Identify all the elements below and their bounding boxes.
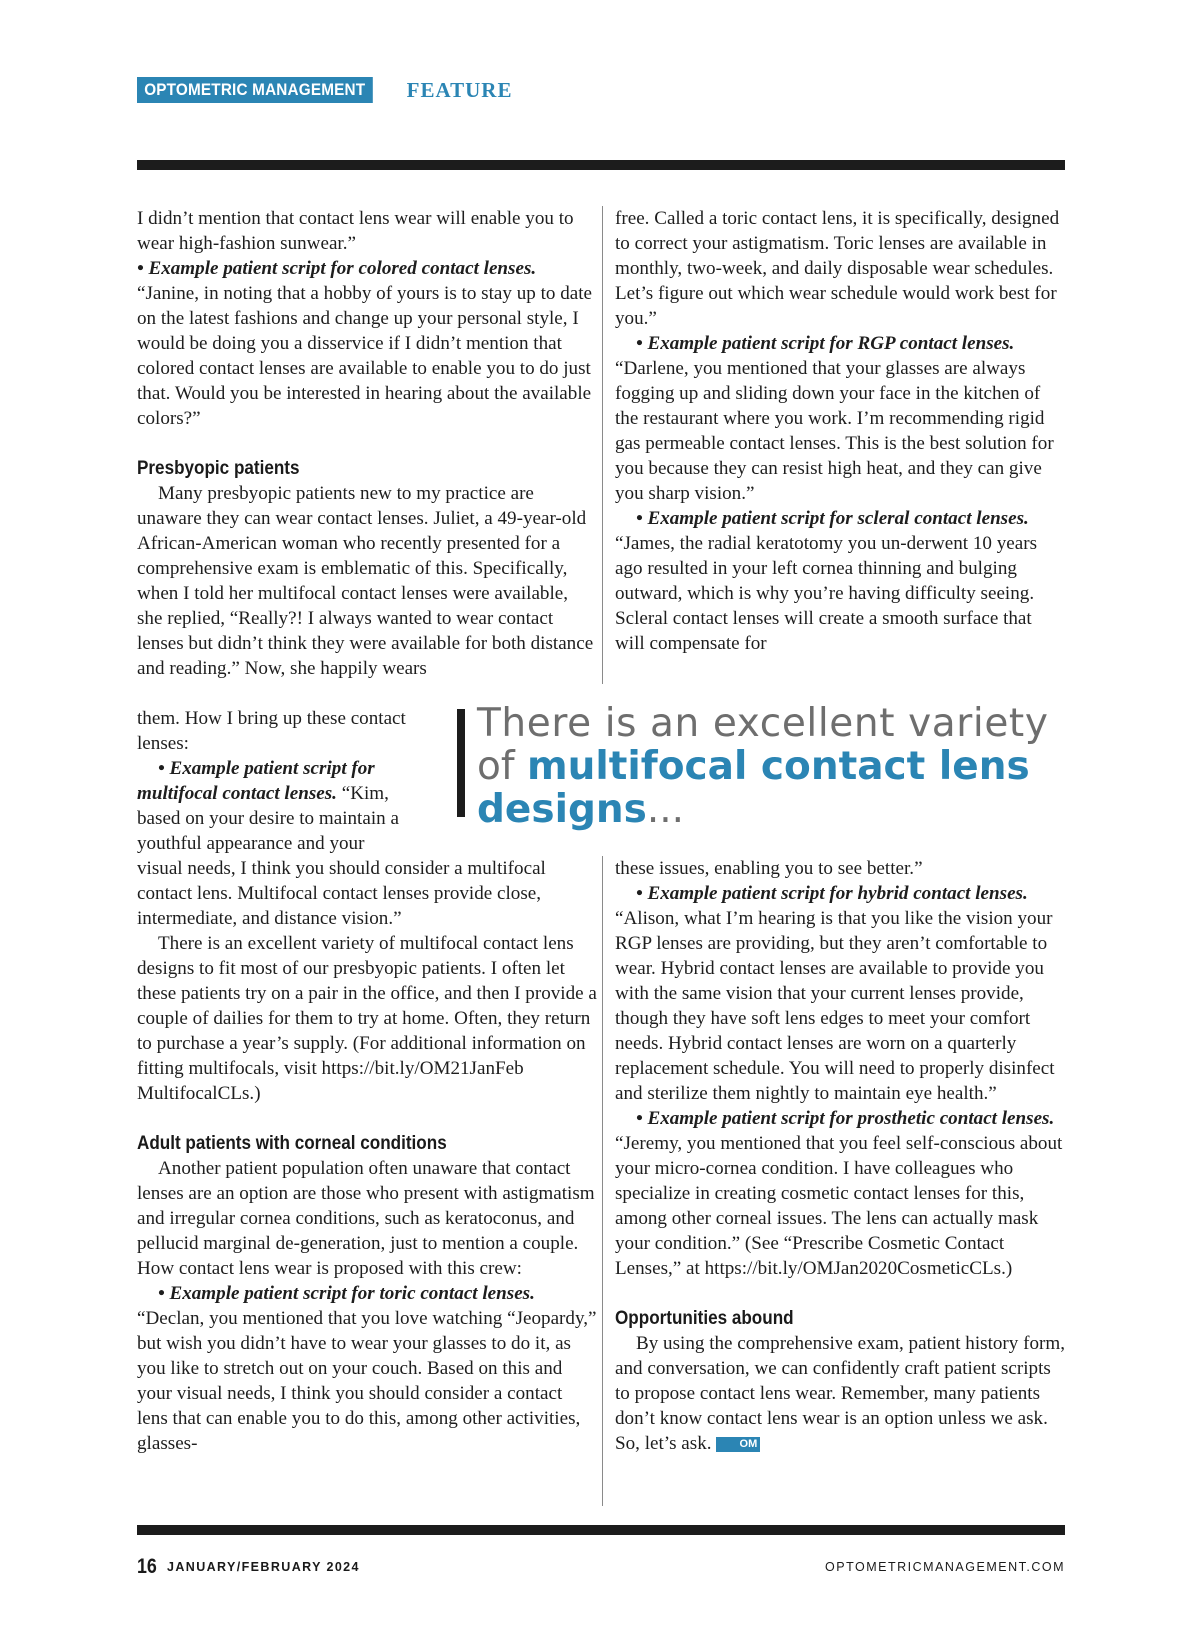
om-end-badge: OM — [716, 1437, 761, 1452]
left-column-narrow — [137, 706, 427, 856]
script-text: “Kim, based on your desire to maintain a youthful appearance and your — [137, 783, 399, 854]
publication-brand: OPTOMETRIC MANAGEMENT — [137, 77, 373, 103]
script-text: “Jeremy, you mentioned that you feel self-conscious about your micro-cornea condition. I have colleagues who specialize in creating cosmetic contact lenses for this, among other corneal issues. The lens can actually mask your condition.” (See “Prescribe Cosmetic Contact Lenses,” at https://bit.ly/OMJan2020CosmeticCLs.) — [615, 1133, 1063, 1279]
paragraph: visual needs, I think you should consider a multifocal contact lens. Multifocal contact lenses provide close, intermediate, and distance vision.” — [137, 858, 546, 929]
script-label: Example patient script for multifocal contact lenses. — [137, 758, 375, 804]
script-text: “James, the radial keratotomy you un-derwent 10 years ago resulted in your left cornea thinning and bulging outward, which is why you’re having difficulty seeing. Scleral contact lenses will create a smooth surface that will compensate for — [615, 533, 1038, 654]
top-rule — [137, 160, 1065, 170]
column-divider — [602, 206, 603, 684]
script-label: Example patient script for scleral contact lenses. — [647, 508, 1029, 529]
paragraph — [615, 1331, 1065, 1456]
paragraph: I didn’t mention that contact lens wear will enable you to wear high-fashion sunwear.” — [137, 208, 574, 254]
paragraph: There is an excellent variety of multifocal contact lens designs to fit most of our presbyopic patients. I often let these patients try on a pair in the office, and then I provide a couple of dailies for them to try at home. Often, they return to purchase a year’s supply. (For additional information on fitting multifocals, visit https://bit.ly/OM21JanFeb MultifocalCLs.) — [137, 933, 597, 1104]
script-prosthetic: • Example patient script for prosthetic contact lenses. “Jeremy, you mentioned that you feel self-conscious about your micro-cornea condition. I have colleagues who specialize in creating cosmetic contact lenses for this, among other corneal issues. The lens can actually mask your condition.” (See “Prescribe Cosmetic Contact Lenses,” at https://bit.ly/OMJan2020CosmeticCLs.) — [615, 1108, 1063, 1279]
paragraph: free. Called a toric contact lens, it is specifically, designed to correct your astigmatism. Toric lenses are available in monthly, two-week, and daily disposable wear schedules. Let’s figure out which wear schedule would work best for you.” — [615, 208, 1060, 329]
script-colored: • Example patient script for colored contact lenses. “Janine, in noting that a hobby of yours is to stay up to date on the latest fashions and change up your personal style, I would be doing you a disservice if I didn’t mention that colored contact lenses are available to enable you to do just that. Would you be interested in hearing about the available colors?” — [137, 258, 592, 429]
right-column-top — [615, 206, 1065, 656]
script-multifocal: • Example patient script for multifocal contact lenses. “Kim, based on your desire to maintain a youthful appearance and your — [137, 758, 399, 854]
paragraph: them. How I bring up these contact lenses: — [137, 708, 406, 754]
subhead-opportunities: Opportunities abound — [615, 1308, 794, 1329]
pullquote — [477, 702, 1077, 831]
paragraph: Another patient population often unaware that contact lenses are an option are those who present with astigmatism and irregular cornea conditions, such as keratoconus, and pellucid marginal de-generation, just to mention a couple. How contact lens wear is proposed with this crew: — [137, 1158, 595, 1279]
script-label: Example patient script for toric contact lenses. — [169, 1283, 535, 1304]
script-text: “Darlene, you mentioned that your glasses are always fogging up and sliding down your face in the kitchen of the restaurant where you work. I’m recommending rigid gas permeable contact lenses. This is the best solution for you because they can resist high heat, and they can give you sharp vision.” — [615, 358, 1054, 504]
script-hybrid: • Example patient script for hybrid contact lenses. “Alison, what I’m hearing is that you like the vision your RGP lenses are providing, but they aren’t comfortable to wear. Hybrid contact lenses are available to provide you with the same vision that your current lenses provide, though they have soft lens edges to meet your comfort needs. Hybrid contact lenses are worn on a quarterly replacement schedule. You will need to properly disinfect and sterilize them nightly to maintain eye health.” — [615, 883, 1055, 1104]
pullquote-line: There is an excellent variety — [477, 701, 1049, 746]
script-scleral: • Example patient script for scleral contact lenses. “James, the radial keratotomy you un-derwent 10 years ago resulted in your left cornea thinning and bulging outward, which is why you’re having difficulty seeing. Scleral contact lenses will create a smooth surface that will compensate for — [615, 508, 1038, 654]
closing-text: By using the comprehensive exam, patient history form, and conversation, we can confidently craft patient scripts to propose contact lens wear. Remember, many patients don’t know contact lens wear is an option unless we ask. So, let’s ask. — [615, 1333, 1065, 1454]
paragraph: Many presbyopic patients new to my practice are unaware they can wear contact lenses. Juliet, a 49-year-old African-American woman who recently presented for a comprehensive exam is emblematic of this. Specifically, when I told her multifocal contact lenses were available, she replied, “Really?! I always wanted to wear contact lenses but didn’t think they were available for both distance and reading.” Now, she happily wears — [137, 483, 594, 679]
script-label: Example patient script for colored contact lenses. — [148, 258, 537, 279]
script-text: “Declan, you mentioned that you love watching “Jeopardy,” but wish you didn’t have to wear your glasses to do it, as you like to stretch out on your couch. Based on this and your visual needs, I think you should consider a contact lens that can enable you to do this, among other activities, glasses- — [137, 1308, 597, 1454]
issue-date: JANUARY/FEBRUARY 2024 — [167, 1560, 360, 1574]
right-column-bottom — [615, 856, 1065, 1456]
script-text: “Janine, in noting that a hobby of yours is to stay up to date on the latest fashions and change up your personal style, I would be doing you a disservice if I didn’t mention that colored contact lenses are available to enable you to do just that. Would you be interested in hearing about the available colors?” — [137, 283, 592, 429]
script-label: Example patient script for hybrid contact lenses. — [647, 883, 1028, 904]
subhead-presbyopic: Presbyopic patients — [137, 458, 300, 479]
script-text: “Alison, what I’m hearing is that you like the vision your RGP lenses are providing, but they aren’t comfortable to wear. Hybrid contact lenses are available to provide you with the same vision that your current lenses provide, though they have soft lens edges to meet your comfort needs. Hybrid contact lenses are worn on a quarterly replacement schedule. You will need to properly disinfect and sterilize them nightly to maintain eye health.” — [615, 908, 1055, 1104]
column-divider — [602, 856, 603, 1506]
left-column-bottom — [137, 856, 597, 1456]
script-toric: • Example patient script for toric contact lenses. “Declan, you mentioned that you love watching “Jeopardy,” but wish you didn’t have to wear your glasses to do it, as you like to stretch out on your couch. Based on this and your visual needs, I think you should consider a contact lens that can enable you to do this, among other activities, glasses- — [137, 1283, 597, 1454]
left-column-top — [137, 206, 597, 681]
pullquote-highlight: designs — [477, 787, 647, 832]
script-label: Example patient script for prosthetic contact lenses. — [647, 1108, 1055, 1129]
paragraph: these issues, enabling you to see better.” — [615, 858, 923, 879]
bottom-rule — [137, 1525, 1065, 1535]
website: OPTOMETRICMANAGEMENT.COM — [825, 1560, 1065, 1574]
pullquote-ellipsis: ... — [646, 787, 685, 832]
running-header — [137, 77, 512, 103]
script-rgp: • Example patient script for RGP contact lenses. “Darlene, you mentioned that your glasses are always fogging up and sliding down your face in the kitchen of the restaurant where you work. I’m recommending rigid gas permeable contact lenses. This is the best solution for you because they can resist high heat, and they can give you sharp vision.” — [615, 333, 1054, 504]
pullquote-of: of — [477, 744, 527, 789]
pullquote-bar — [457, 709, 465, 817]
section-label: FEATURE — [406, 77, 513, 102]
script-label: Example patient script for RGP contact lenses. — [647, 333, 1015, 354]
pullquote-highlight: multifocal contact lens — [527, 744, 1030, 789]
page-number: 16 — [137, 1555, 157, 1578]
subhead-corneal: Adult patients with corneal conditions — [137, 1133, 447, 1154]
